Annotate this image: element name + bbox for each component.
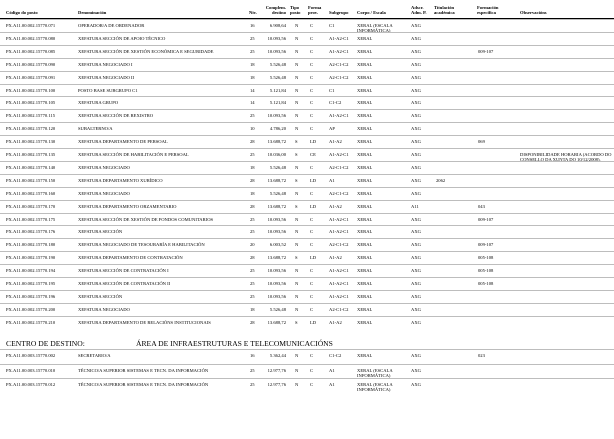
row-adscr: AXG [411,113,421,119]
row-adscr: AXG [411,152,421,157]
row-adscr: AXG [411,353,421,358]
row-subgrupo: A1-A2-C1 [329,35,349,41]
row-denominacion: XEFATURA NEGOCIADO I [78,61,133,67]
row-denominacion: XEFATURA SECCIÓN DE XESTIÓN DE FONDOS COMUNITARIOS [78,216,214,222]
row-complemento: 5.121,84 [269,100,286,106]
row-subgrupo: A2-C1-C2 [329,306,349,312]
row-code: PX.A11.00.003.15770.002 [6,353,56,358]
row-corpo: XERAL [357,126,373,132]
row-code: PX.A11.00.003.15770.012 [6,382,56,387]
row-tipo: N [295,48,299,54]
row-forma: C [310,353,314,358]
row-code: PX.A11.00.002.15770.210 [6,319,56,325]
row-complemento: 13.688,72 [267,177,286,183]
row-adscr: AXG [411,23,421,28]
row-forma: LD [310,319,317,325]
row-nivel: 18 [250,164,255,170]
row-nivel: 28 [250,177,255,183]
row-code: PX.A11.00.003.15770.010 [6,367,56,373]
row-formacion: 009-107 [478,242,494,248]
row-subgrupo: A1-A2-C1 [329,281,349,286]
row-denominacion: XEFATURA SECCIÓN DE REXISTRO [78,113,154,119]
row-code: PX.A11.00.002.15770.194 [6,268,56,274]
row-complemento: 5.526,48 [269,306,286,312]
row-forma: C [310,242,314,248]
row-tipo: N [295,293,299,299]
row-complemento: 5.362,44 [269,353,286,358]
table-row [0,251,614,264]
row-code: PX.A11.00.002.15770.115 [6,113,56,119]
row-tipo: N [295,306,299,312]
row-adscr: AXG [411,306,421,312]
table-row [0,174,614,187]
row-nivel: 25 [250,281,255,286]
row-complemento: 10.093,56 [267,48,286,54]
table-row [0,109,614,122]
row-nivel: 25 [250,268,255,274]
row-subgrupo: C1 [329,87,335,93]
row-tipo: N [295,190,299,196]
row-adscr: AXG [411,242,421,248]
row-forma: C [310,61,314,67]
row-adscr: AXG [411,164,421,170]
header-nivel: Niv. [249,10,257,16]
header-tipo: Tipo posto [290,5,301,16]
row-nivel: 18 [250,61,255,67]
row-code: PX.A11.00.002.15770.176 [6,229,56,235]
row-denominacion: XEFATURA SECCIÓN DE CONTRATACIÓN I [78,268,169,274]
row-nivel: 25 [250,367,255,373]
table-row [0,148,614,161]
row-subgrupo: C1-C2 [329,353,342,358]
row-nivel: 25 [250,113,255,119]
row-nivel: 18 [250,190,255,196]
row-tipo: S [295,177,298,183]
row-forma: C [310,35,314,41]
row-nivel: 25 [250,293,255,299]
table-row [0,277,614,290]
row-complemento: 10.093,56 [267,281,286,286]
row-corpo: XERAL [357,353,373,358]
row-subgrupo: A1-A2-C1 [329,152,349,157]
row-tipo: N [295,281,299,286]
row-forma: C [310,293,314,299]
row-formacion: 005-108 [478,281,494,286]
row-adscr: AXG [411,190,421,196]
row-forma: C [310,23,314,28]
row-corpo: XERAL [357,113,373,119]
row-adscr: AXG [411,216,421,222]
section-label: CENTRO DE DESTINO: [6,339,85,348]
row-code: PX.A11.00.002.15770.200 [6,306,56,312]
row-adscr: AXG [411,367,421,373]
table-row [0,32,614,45]
row-corpo: XERAL [357,216,373,222]
row-adscr: AXG [411,48,421,54]
row-subgrupo: A1 [329,367,335,373]
row-complemento: 10.093,56 [267,35,286,41]
row-adscr: AXG [411,281,421,286]
row-subgrupo: AP [329,126,335,132]
row-nivel: 20 [250,242,255,248]
row-code: PX.A11.00.002.15770.160 [6,190,56,196]
row-subgrupo: A1-A2-C1 [329,293,349,299]
row-forma: LD [310,203,317,209]
row-tipo: N [295,367,299,373]
row-denominacion: XEFATURA SECCIÓN DE APOIO TÉCNICO [78,35,166,41]
row-code: PX.A11.00.002.15770.071 [6,23,56,28]
row-tipo: N [295,382,299,387]
row-nivel: 25 [250,229,255,235]
row-subgrupo: A1-A2-C1 [329,216,349,222]
row-complemento: 13.688,72 [267,203,286,209]
header-code: Código do posto [6,10,38,16]
row-complemento: 13.688,72 [267,139,286,145]
row-code: PX.A11.00.002.15770.080 [6,35,56,41]
row-corpo: XERAL [357,152,373,157]
row-subgrupo: A1-A2 [329,203,342,209]
row-code: PX.A11.00.002.15770.091 [6,74,56,80]
row-corpo: XERAL [357,306,373,312]
row-tipo: S [295,152,298,157]
row-tipo: N [295,164,299,170]
row-nivel: 14 [250,100,255,106]
row-corpo: XERAL [357,177,373,183]
row-nivel: 16 [250,23,255,28]
row-complemento: 10.036,00 [267,152,286,157]
row-denominacion: XEFATURA NEGOCIADO [78,164,130,170]
row-forma: C [310,48,314,54]
table-row [0,96,614,109]
row-complemento: 5.121,84 [269,87,286,93]
row-formacion: 023 [478,353,485,358]
row-tipo: S [295,319,298,325]
row-subgrupo: A2-C1-C2 [329,190,349,196]
row-corpo: XERAL [357,229,373,235]
table-row [0,213,614,226]
row-denominacion: XEFATURA SECCIÓN DE CONTRATACIÓN II [78,281,171,286]
row-denominacion: XEFATURA DEPARTAMENTO DE RELACIÓNS INSTITUCIONAIS [78,319,211,325]
row-subgrupo: A2-C1-C2 [329,242,349,248]
row-corpo: XERAL [357,203,373,209]
row-adscr: AXG [411,35,421,41]
header-adscr: Adscr. Adm. P. [411,5,427,16]
table-row [0,45,614,58]
row-denominacion: XEFATURA SECCIÓN [78,293,123,299]
row-forma: C [310,113,314,119]
row-subgrupo: A1-A2-C1 [329,48,349,54]
row-formacion: 009-107 [478,48,494,54]
row-adscr: AXG [411,229,421,235]
row-denominacion: XEFATURA NEGOCIADO [78,190,130,196]
table-header [0,1,614,19]
row-denominacion: XEFATURA NEGOCIADO [78,306,130,312]
row-complemento: 10.093,56 [267,216,286,222]
row-adscr: AXG [411,139,421,145]
row-denominacion: XEFATURA DEPARTAMENTO ORZAMENTARIO [78,203,177,209]
row-code: PX.A11.00.002.15770.140 [6,164,56,170]
row-corpo: XERAL [357,164,373,170]
row-subgrupo: C1 [329,23,335,28]
row-corpo: XERAL [357,139,373,145]
row-tipo: N [295,74,299,80]
row-nivel: 25 [250,216,255,222]
row-denominacion: SUBALTERNO/A [78,126,113,132]
table-row [0,200,614,213]
row-corpo: XERAL [357,293,373,299]
row-corpo: XERAL [357,268,373,274]
row-subgrupo: C1-C2 [329,100,342,106]
header-observacions: Observacións [520,10,547,16]
row-denominacion: XEFATURA NEGOCIADO DE TESOURARÍA E HABILITACIÓN [78,242,205,248]
row-nivel: 14 [250,87,255,93]
row-denominacion: XEFATURA SECCIÓN DE XESTIÓN ECONÓMICA E SEGURIDADE [78,48,214,54]
row-code: PX.A11.00.002.15770.100 [6,87,56,93]
row-subgrupo: A1-A2-C1 [329,268,349,274]
row-tipo: N [295,353,299,358]
row-complemento: 5.526,48 [269,190,286,196]
row-subgrupo: A1-A2 [329,319,342,325]
table-row [0,349,614,364]
table-row [0,303,614,316]
row-adscr: AXG [411,100,421,106]
section-name: ÁREA DE INFRAESTRUTURAS E TELECOMUNICACIÓNS [136,339,333,348]
row-tipo: N [295,61,299,67]
row-adscr: AXG [411,74,421,80]
row-denominacion: OPERADOR/A DE ORDENADOR [78,23,145,28]
table-row [0,122,614,135]
row-denominacion: XEFATURA NEGOCIADO II [78,74,135,80]
row-code: PX.A11.00.002.15770.105 [6,100,56,106]
row-forma: C [310,382,314,387]
row-adscr: AXG [411,177,421,183]
row-nivel: 10 [250,126,255,132]
row-formacion: 069 [478,139,485,145]
row-denominacion: TÉCNICO/A SUPERIOR SISTEMAS E TECN. DA INFORMACIÓN [78,367,209,373]
row-forma: C [310,216,314,222]
row-code: PX.A11.00.002.15770.090 [6,61,56,67]
row-formacion: 005-108 [478,268,494,274]
table-row [0,316,614,329]
row-tipo: S [295,203,298,209]
row-code: PX.A11.00.002.15770.130 [6,139,56,145]
row-subgrupo: A1 [329,177,335,183]
table-row [0,264,614,277]
row-subgrupo: A1 [329,382,335,387]
row-adscr: A11 [411,203,419,209]
table-row [0,364,614,379]
table-row [0,58,614,71]
row-forma: LD [310,255,317,261]
row-complemento: 10.093,56 [267,113,286,119]
table-row [0,135,614,148]
row-corpo: XERAL [357,61,373,67]
row-formacion: 043 [478,203,485,209]
row-tipo: N [295,216,299,222]
row-forma: C [310,190,314,196]
row-adscr: AXG [411,87,421,93]
header-titulacion: Titulación académica [434,5,455,16]
row-complemento: 13.688,72 [267,319,286,325]
row-observacions: DISPONIBILIDADE HORARIA (ACORDO DO CONSELLO DA XUNTA DO 10/12/2008). [520,152,612,163]
row-forma: C [310,126,314,132]
row-forma: C [310,281,314,286]
header-formacion: Formación específica [477,5,499,16]
table-row [0,19,614,32]
row-denominacion: XEFATURA SECCIÓN DE HABILITACIÓN E PERSOAL [78,152,189,157]
row-nivel: 25 [250,48,255,54]
row-denominacion: SECRETARIO/A [78,353,111,358]
row-tipo: N [295,100,299,106]
row-complemento: 12.977,76 [267,382,286,387]
header-complemento: Complem. destino [265,5,286,16]
row-forma: C [310,164,314,170]
row-titulacion: 2062 [436,177,446,183]
row-subgrupo: A1-A2 [329,255,342,261]
row-code: PX.A11.00.002.15770.085 [6,48,56,54]
row-denominacion: POSTO BASE SUBGRUPO C1 [78,87,138,93]
row-denominacion: TÉCNICO/A SUPERIOR SISTEMAS E TECN. DA INFORMACIÓN [78,382,209,387]
row-formacion: 005-108 [478,255,494,261]
row-complemento: 5.526,48 [269,74,286,80]
row-nivel: 28 [250,203,255,209]
row-tipo: N [295,23,299,28]
row-tipo: S [295,255,298,261]
row-forma: LD [310,177,317,183]
row-forma: C [310,229,314,235]
row-complemento: 6.003,52 [269,242,286,248]
row-tipo: N [295,87,299,93]
row-subgrupo: A1-A2 [329,139,342,145]
row-code: PX.A11.00.002.15770.170 [6,203,56,209]
row-complemento: 5.526,48 [269,164,286,170]
row-code: PX.A11.00.002.15770.120 [6,126,56,132]
row-tipo: N [295,242,299,248]
row-adscr: AXG [411,382,421,387]
row-code: PX.A11.00.002.15770.190 [6,255,56,261]
table-row [0,225,614,238]
row-code: PX.A11.00.002.15770.180 [6,242,56,248]
row-code: PX.A11.00.002.15770.195 [6,281,56,286]
row-corpo: XERAL (ESCALA INFORMÁTICA) [357,382,393,393]
row-denominacion: XEFATURA DEPARTAMENTO DE CONTRATACIÓN [78,255,183,261]
row-complemento: 6.908,64 [269,23,286,28]
row-nivel: 16 [250,353,255,358]
row-nivel: 28 [250,255,255,261]
header-subgrupo: Subgrupo [329,10,349,16]
row-corpo: XERAL [357,100,373,106]
row-corpo: XERAL [357,190,373,196]
row-tipo: S [295,139,298,145]
row-adscr: AXG [411,61,421,67]
header-forma: Forma prov. [308,5,322,16]
row-adscr: AXG [411,293,421,299]
row-subgrupo: A2-C1-C2 [329,61,349,67]
row-forma: C [310,268,314,274]
table-row [0,290,614,303]
row-complemento: 10.093,56 [267,229,286,235]
row-forma: CE [310,152,316,157]
row-complemento: 12.977,76 [267,367,286,373]
table-row [0,378,614,393]
row-adscr: AXG [411,255,421,261]
row-tipo: N [295,35,299,41]
row-tipo: N [295,229,299,235]
row-denominacion: XEFATURA DEPARTAMENTO XURÍDICO [78,177,163,183]
row-code: PX.A11.00.002.15770.196 [6,293,56,299]
row-complemento: 4.786,20 [269,126,286,132]
row-code: PX.A11.00.002.15770.150 [6,177,56,183]
row-tipo: N [295,113,299,119]
row-nivel: 18 [250,74,255,80]
table-row [0,238,614,251]
row-corpo: XERAL [357,319,373,325]
row-subgrupo: A1-A2-C1 [329,113,349,119]
header-denominacion: Denominación [78,10,107,16]
row-corpo: XERAL [357,255,373,261]
row-subgrupo: A2-C1-C2 [329,164,349,170]
row-forma: C [310,306,314,312]
row-corpo: XERAL [357,35,373,41]
row-nivel: 18 [250,306,255,312]
table-row [0,71,614,84]
row-corpo: XERAL [357,48,373,54]
row-forma: C [310,367,314,373]
row-forma: C [310,100,314,106]
row-corpo: XERAL (ESCALA INFORMÁTICA) [357,367,393,378]
row-complemento: 10.093,56 [267,268,286,274]
row-adscr: AXG [411,126,421,132]
row-forma: C [310,74,314,80]
row-complemento: 13.688,72 [267,255,286,261]
row-formacion: 009-107 [478,216,494,222]
row-nivel: 25 [250,35,255,41]
row-denominacion: XEFATURA GRUPO [78,100,119,106]
row-forma: C [310,87,314,93]
row-denominacion: XEFATURA DEPARTAMENTO DE PERSOAL [78,139,168,145]
row-forma: LD [310,139,317,145]
row-corpo: XERAL [357,74,373,80]
row-nivel: 25 [250,152,255,157]
row-tipo: N [295,126,299,132]
row-code: PX.A11.00.002.15770.135 [6,152,56,157]
row-complemento: 10.093,56 [267,293,286,299]
row-corpo: XERAL (ESCALA INFORMÁTICA) [357,23,393,34]
row-corpo: XERAL [357,87,373,93]
row-code: PX.A11.00.002.15770.175 [6,216,56,222]
header-corpo: Corpo / Escala [357,10,386,16]
table-row [0,84,614,97]
table-row [0,187,614,200]
table-row [0,161,614,174]
row-corpo: XERAL [357,281,373,286]
row-subgrupo: A1-A2-C1 [329,229,349,235]
row-complemento: 5.526,48 [269,61,286,67]
row-nivel: 28 [250,139,255,145]
row-nivel: 25 [250,382,255,387]
row-corpo: XERAL [357,242,373,248]
row-tipo: N [295,268,299,274]
row-nivel: 28 [250,319,255,325]
row-denominacion: XEFATURA SECCIÓN [78,229,123,235]
row-subgrupo: A2-C1-C2 [329,74,349,80]
row-adscr: AXG [411,268,421,274]
row-adscr: AXG [411,319,421,325]
